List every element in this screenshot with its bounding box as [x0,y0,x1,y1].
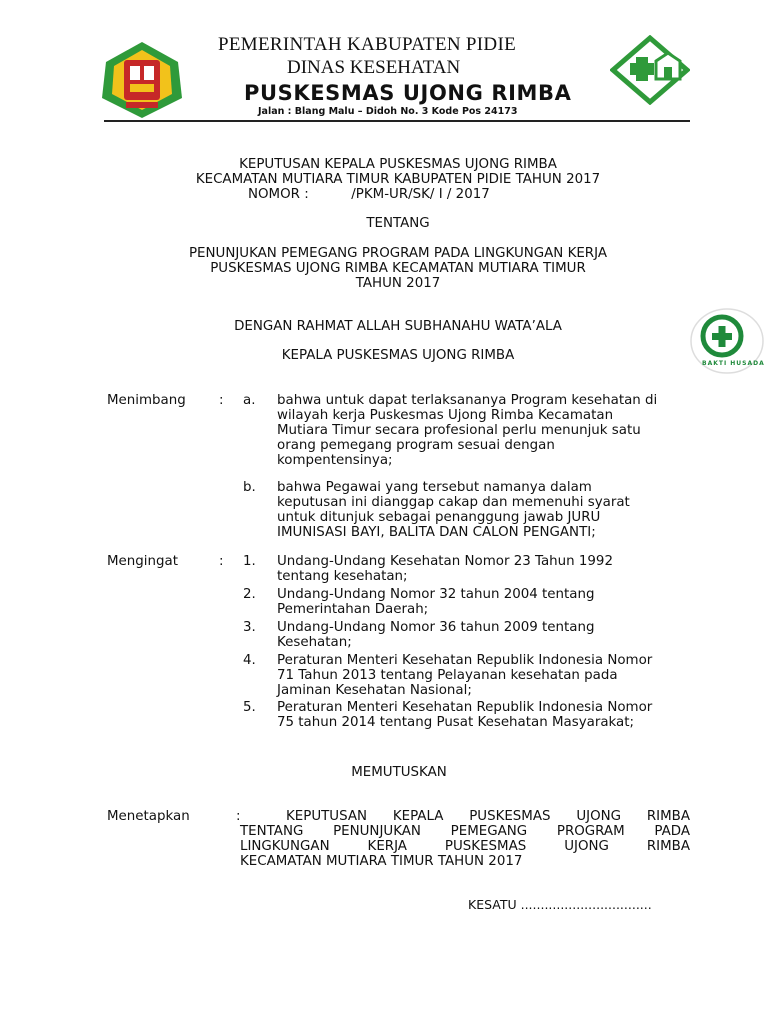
kepala-line: KEPALA PUSKESMAS UJONG RIMBA [281,348,515,363]
item-line: keputusan ini dianggap cakap dan memenuhi syarat [277,495,630,510]
item-line: tentang kesehatan; [277,569,408,584]
item-line: Jaminan Kesehatan Nasional; [277,683,472,698]
title-number: NOMOR : /PKM-UR/SK/ I / 2017 [248,187,490,202]
item-line: wilayah kerja Puskesmas Ujong Rimba Kecamatan [277,408,614,423]
subject-line2: PUSKESMAS UJONG RIMBA KECAMATAN MUTIARA TIMUR [210,261,586,276]
item-line: Undang-Undang Kesehatan Nomor 23 Tahun 1992 [277,554,613,569]
bakti-husada-logo [688,308,766,378]
menetapkan-label: Menetapkan [107,809,190,824]
item-line: Pemerintahan Daerah; [277,602,429,617]
letterhead-line2: DINAS KESEHATAN [287,57,461,78]
mengingat-colon: : [219,554,224,569]
item-marker: b. [243,480,256,495]
menimbang-label: Menimbang [107,393,186,408]
tentang-heading: TENTANG [366,216,430,231]
item-line: orang pemegang program sesuai dengan [277,438,555,453]
subject-line1: PENUNJUKAN PEMEGANG PROGRAM PADA LINGKUNGAN KERJA [188,246,607,261]
menimbang-colon: : [219,393,224,408]
bakti-husada-text: BAKTI HUSADA [702,360,765,367]
item-line: Mutiara Timur secara profesional perlu menunjuk satu [277,423,641,438]
item-line: Peraturan Menteri Kesehatan Republik Indonesia Nomor [277,700,653,715]
memutuskan-heading: MEMUTUSKAN [351,765,447,780]
title-line2: KECAMATAN MUTIARA TIMUR KABUPATEN PIDIE TAHUN 2017 [195,172,601,187]
item-line: Kesehatan; [277,635,352,650]
letterhead-line1: PEMERINTAH KABUPATEN PIDIE [218,34,516,55]
letterhead-address: Jalan : Blang Malu – Didoh No. 3 Kode Pos 24173 [258,106,518,117]
item-marker: 1. [243,554,256,569]
menetapkan-body [240,809,690,869]
menetapkan-colon: : [236,809,241,824]
menetapkan-line: KECAMATAN MUTIARA TIMUR TAHUN 2017 [240,854,523,869]
letterhead-divider [104,120,690,122]
mengingat-label: Mengingat [107,554,178,569]
subject-line3: TAHUN 2017 [355,276,441,291]
item-marker: 4. [243,653,256,668]
item-line: Undang-Undang Nomor 32 tahun 2004 tentang [277,587,595,602]
item-marker: 2. [243,587,256,602]
item-marker: 3. [243,620,256,635]
item-line: Peraturan Menteri Kesehatan Republik Indonesia Nomor [277,653,653,668]
menetapkan-line: KEPUTUSAN KEPALA PUSKESMAS UJONG RIMBA [286,809,690,824]
title-line1: KEPUTUSAN KEPALA PUSKESMAS UJONG RIMBA [239,157,557,172]
item-line: kompentensinya; [277,453,393,468]
item-marker: 5. [243,700,256,715]
kesatu-line: KESATU ................................. [468,897,652,912]
item-line: bahwa untuk dapat terlaksananya Program kesehatan di [277,393,658,408]
letterhead-line3: PUSKESMAS UJONG RIMBA [244,81,572,105]
item-line: Undang-Undang Nomor 36 tahun 2009 tentang [277,620,595,635]
rahmat-line: DENGAN RAHMAT ALLAH SUBHANAHU WATA’ALA [234,319,562,334]
item-line: untuk ditunjuk sebagai penanggung jawab JURU [277,510,601,525]
item-line: 75 tahun 2014 tentang Pusat Kesehatan Masyarakat; [277,715,635,730]
item-line: 71 Tahun 2013 tentang Pelayanan kesehatan pada [277,668,618,683]
pidie-logo [100,40,184,120]
puskesmas-logo [610,35,690,105]
menetapkan-line: LINGKUNGAN KERJA PUSKESMAS UJONG RIMBA [240,839,690,854]
item-marker: a. [243,393,256,408]
item-line: bahwa Pegawai yang tersebut namanya dalam [277,480,592,495]
menetapkan-line: TENTANG PENUNJUKAN PEMEGANG PROGRAM PADA [240,824,690,839]
item-line: IMUNISASI BAYI, BALITA DAN CALON PENGANTI; [277,525,596,540]
